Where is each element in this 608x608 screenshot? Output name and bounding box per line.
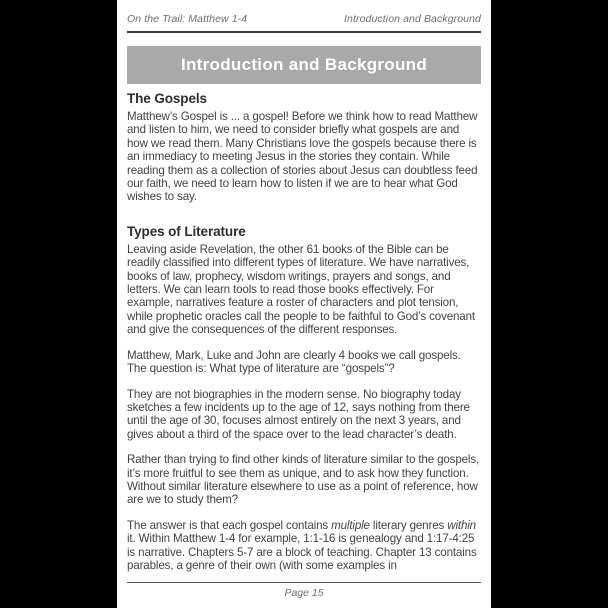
document-page <box>117 0 491 608</box>
paragraph-segment: it. Within Matthew 1-4 for example, 1:1-16 is genealogy and 1:17-4:25 is narrative. Chapters 5-7 are a block of teaching. Chapter 13 contains parables, a genre of their own (with some examples in <box>127 532 477 572</box>
paragraph-types-of-literature: Leaving aside Revelation, the other 61 books of the Bible can be readily classified into different types of literature. We have narratives, books of law, prophecy, wisdom writings, prayers and songs, and letters. We can learn tools to read those books effectively. For example, narratives feature a roster of characters and plot tension, while prophetic oracles call the people to be faithful to God’s covenant and give the consequences of the different responses. <box>127 242 475 337</box>
running-header-book-title: On the Trail: Matthew 1-4 <box>127 13 248 25</box>
section-heading-types-of-literature: Types of Literature <box>127 223 246 239</box>
paragraph-four-gospels-question: Matthew, Mark, Luke and John are clearly 4 books we call gospels. The question is: What type of literature are “gospels”? <box>127 348 461 376</box>
page-number: Page 15 <box>284 587 324 599</box>
paragraph-multiple-genres <box>127 519 481 573</box>
paragraph-gospels-unique: Rather than trying to find other kinds of literature similar to the gospels, it’s more fruitful to see them as unique, and to ask how they function. Without similar literature elsewhere to use as a point of reference, how are we to study them? <box>127 453 480 507</box>
running-header <box>127 0 481 33</box>
paragraph-segment: The answer is that each gospel contains <box>127 518 332 532</box>
paragraph-gospels-intro: Matthew’s Gospel is ... a gospel! Before we think how to read Matthew and listen to him, we need to consider briefly what gospels are and how we read them. Many Christians love the gospels because there is an immediacy to meeting Jesus in the stories they contain. While reading them as a collection of stories about Jesus can doubtless feed our faith, we need to learn how to listen if we are to hear what God wishes to say. <box>127 110 478 204</box>
page-footer <box>127 582 481 599</box>
paragraph-segment: literary genres <box>369 518 448 532</box>
running-header-chapter-title: Introduction and Background <box>344 13 481 25</box>
italic-text-multiple: multiple <box>331 518 370 532</box>
section-heading-the-gospels: The Gospels <box>127 91 207 106</box>
chapter-title-banner <box>127 46 481 84</box>
chapter-title: Introduction and Background <box>180 55 428 74</box>
paragraph-not-biographies: They are not biographies in the modern sense. No biography today sketches a few incidents up to the age of 12, says nothing from there until the age of 30, focuses almost entirely on the next 3 years, and gives about a third of the space over to the lead character’s death. <box>127 387 470 441</box>
italic-text-within: within <box>447 518 476 532</box>
